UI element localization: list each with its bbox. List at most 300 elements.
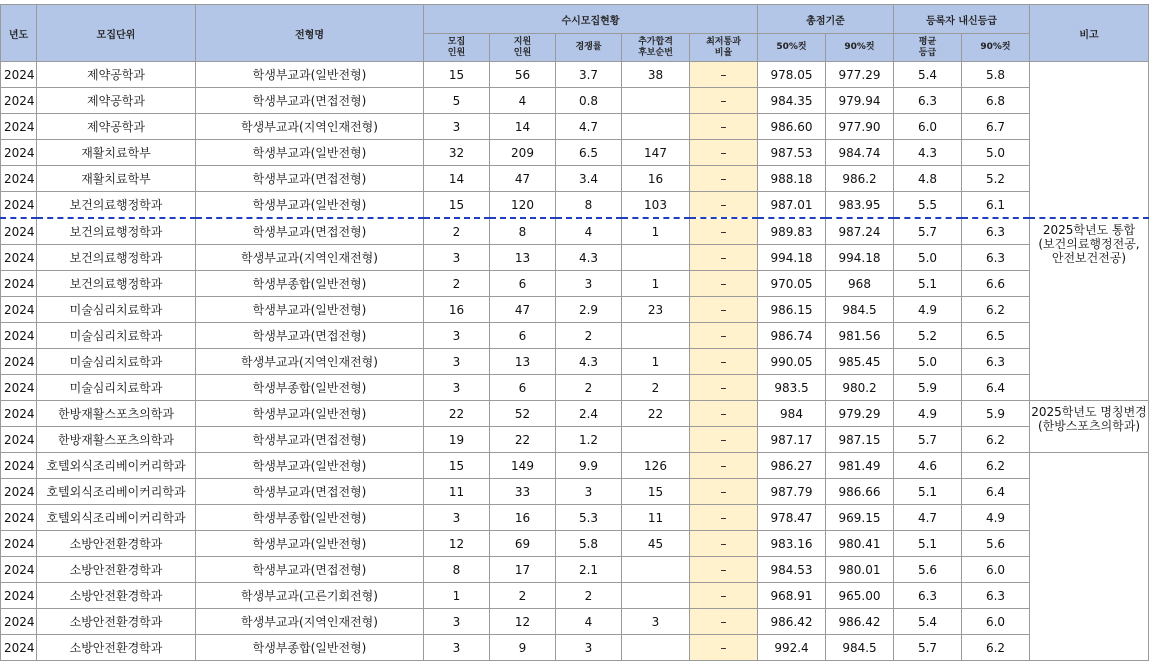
cell-unit: 호텔외식조리베이커리학과 [37, 453, 196, 479]
cell-unit: 소방안전환경학과 [37, 635, 196, 661]
header-applicants: 지원 인원 [490, 34, 556, 62]
cell-avg-grade: 4.3 [894, 140, 962, 166]
cell-score-90: 984.74 [826, 140, 894, 166]
header-p50: 50%컷 [758, 34, 826, 62]
cell-minimum: – [690, 297, 758, 323]
cell-applicants: 47 [490, 166, 556, 192]
cell-recruit: 15 [424, 453, 490, 479]
cell-avg-grade: 5.6 [894, 557, 962, 583]
cell-avg-grade: 5.7 [894, 218, 962, 245]
cell-minimum: – [690, 192, 758, 219]
cell-recruit: 11 [424, 479, 490, 505]
cell-recruit: 3 [424, 609, 490, 635]
cell-extra: 2 [622, 375, 690, 401]
cell-year: 2024 [1, 609, 37, 635]
cell-applicants: 33 [490, 479, 556, 505]
cell-extra: 45 [622, 531, 690, 557]
cell-minimum: – [690, 140, 758, 166]
cell-minimum: – [690, 323, 758, 349]
cell-grade-90: 5.9 [962, 401, 1030, 427]
cell-applicants: 120 [490, 192, 556, 219]
cell-ratio: 3 [556, 479, 622, 505]
cell-year: 2024 [1, 635, 37, 661]
cell-avg-grade: 5.4 [894, 62, 962, 88]
cell-recruit: 3 [424, 114, 490, 140]
cell-minimum: – [690, 531, 758, 557]
cell-minimum: – [690, 609, 758, 635]
cell-track: 학생부교과(면접전형) [196, 88, 424, 114]
cell-recruit: 3 [424, 375, 490, 401]
cell-ratio: 2.9 [556, 297, 622, 323]
cell-recruit: 16 [424, 297, 490, 323]
cell-recruit: 3 [424, 349, 490, 375]
cell-grade-90: 4.9 [962, 505, 1030, 531]
table-row [1, 453, 1149, 479]
cell-unit: 소방안전환경학과 [37, 609, 196, 635]
cell-year: 2024 [1, 349, 37, 375]
cell-minimum: – [690, 62, 758, 88]
cell-extra: 3 [622, 609, 690, 635]
cell-score-90: 980.01 [826, 557, 894, 583]
cell-grade-90: 6.0 [962, 609, 1030, 635]
table-row [1, 140, 1149, 166]
cell-year: 2024 [1, 531, 37, 557]
cell-score-90: 983.95 [826, 192, 894, 219]
cell-year: 2024 [1, 505, 37, 531]
cell-recruit: 15 [424, 192, 490, 219]
cell-track: 학생부교과(일반전형) [196, 140, 424, 166]
cell-score-50: 968.91 [758, 583, 826, 609]
cell-ratio: 1.2 [556, 427, 622, 453]
cell-score-90: 984.5 [826, 297, 894, 323]
cell-avg-grade: 5.0 [894, 349, 962, 375]
table-row [1, 635, 1149, 661]
cell-score-50: 989.83 [758, 218, 826, 245]
cell-grade-90: 6.2 [962, 297, 1030, 323]
cell-applicants: 16 [490, 505, 556, 531]
cell-score-90: 977.29 [826, 62, 894, 88]
cell-track: 학생부교과(면접전형) [196, 479, 424, 505]
cell-applicants: 22 [490, 427, 556, 453]
cell-score-50: 983.16 [758, 531, 826, 557]
header-grade-basis: 등록자 내신등급 [894, 5, 1030, 34]
header-extra: 추가합격 후보순번 [622, 34, 690, 62]
table-row [1, 375, 1149, 401]
cell-minimum: – [690, 635, 758, 661]
cell-recruit: 3 [424, 505, 490, 531]
cell-unit: 미술심리치료학과 [37, 349, 196, 375]
cell-grade-90: 6.5 [962, 323, 1030, 349]
header-track: 전형명 [196, 5, 424, 62]
cell-track: 학생부교과(면접전형) [196, 218, 424, 245]
cell-extra [622, 583, 690, 609]
cell-applicants: 69 [490, 531, 556, 557]
cell-grade-90: 6.2 [962, 453, 1030, 479]
cell-applicants: 6 [490, 271, 556, 297]
cell-score-90: 981.56 [826, 323, 894, 349]
cell-score-50: 987.79 [758, 479, 826, 505]
cell-avg-grade: 5.7 [894, 635, 962, 661]
cell-track: 학생부교과(지역인재전형) [196, 245, 424, 271]
cell-applicants: 14 [490, 114, 556, 140]
cell-avg-grade: 5.1 [894, 271, 962, 297]
cell-track: 학생부종합(일반전형) [196, 505, 424, 531]
cell-year: 2024 [1, 271, 37, 297]
cell-year: 2024 [1, 297, 37, 323]
cell-unit: 보건의료행정학과 [37, 245, 196, 271]
cell-unit: 재활치료학부 [37, 166, 196, 192]
admission-results-table [0, 4, 1149, 661]
cell-avg-grade: 5.4 [894, 609, 962, 635]
cell-year: 2024 [1, 166, 37, 192]
cell-ratio: 4.3 [556, 245, 622, 271]
cell-grade-90: 5.2 [962, 166, 1030, 192]
cell-score-90: 965.00 [826, 583, 894, 609]
cell-grade-90: 6.8 [962, 88, 1030, 114]
table-row [1, 323, 1149, 349]
cell-recruit: 8 [424, 557, 490, 583]
header-minimum: 최저통과 비율 [690, 34, 758, 62]
table-row [1, 401, 1149, 427]
cell-year: 2024 [1, 427, 37, 453]
cell-score-50: 984.35 [758, 88, 826, 114]
cell-avg-grade: 5.5 [894, 192, 962, 219]
table-row [1, 62, 1149, 88]
cell-ratio: 2.1 [556, 557, 622, 583]
table-row [1, 245, 1149, 271]
cell-score-50: 970.05 [758, 271, 826, 297]
cell-recruit: 5 [424, 88, 490, 114]
cell-extra: 1 [622, 349, 690, 375]
table-row [1, 505, 1149, 531]
cell-score-50: 986.27 [758, 453, 826, 479]
cell-recruit: 2 [424, 271, 490, 297]
cell-score-90: 977.90 [826, 114, 894, 140]
cell-grade-90: 6.0 [962, 557, 1030, 583]
cell-applicants: 12 [490, 609, 556, 635]
cell-track: 학생부교과(면접전형) [196, 557, 424, 583]
cell-track: 학생부교과(지역인재전형) [196, 349, 424, 375]
cell-recruit: 14 [424, 166, 490, 192]
cell-ratio: 4 [556, 609, 622, 635]
cell-applicants: 47 [490, 297, 556, 323]
cell-extra: 38 [622, 62, 690, 88]
cell-score-90: 987.24 [826, 218, 894, 245]
cell-ratio: 5.8 [556, 531, 622, 557]
cell-extra [622, 427, 690, 453]
table-row [1, 297, 1149, 323]
cell-grade-90: 5.8 [962, 62, 1030, 88]
cell-recruit: 12 [424, 531, 490, 557]
cell-applicants: 13 [490, 245, 556, 271]
cell-track: 학생부교과(지역인재전형) [196, 114, 424, 140]
cell-year: 2024 [1, 114, 37, 140]
cell-score-90: 968 [826, 271, 894, 297]
cell-ratio: 4 [556, 218, 622, 245]
cell-minimum: – [690, 505, 758, 531]
cell-track: 학생부교과(일반전형) [196, 401, 424, 427]
header-susi-status: 수시모집현황 [424, 5, 758, 34]
cell-minimum: – [690, 166, 758, 192]
cell-grade-90: 6.3 [962, 218, 1030, 245]
cell-note: 2025학년도 명칭변경 (한방스포츠의학과) [1030, 401, 1149, 453]
cell-score-90: 980.41 [826, 531, 894, 557]
cell-unit: 소방안전환경학과 [37, 557, 196, 583]
cell-ratio: 2 [556, 375, 622, 401]
cell-extra: 1 [622, 271, 690, 297]
cell-recruit: 2 [424, 218, 490, 245]
cell-applicants: 52 [490, 401, 556, 427]
cell-grade-90: 6.3 [962, 583, 1030, 609]
cell-track: 학생부교과(일반전형) [196, 453, 424, 479]
cell-avg-grade: 4.7 [894, 505, 962, 531]
cell-score-50: 992.4 [758, 635, 826, 661]
cell-avg-grade: 5.2 [894, 323, 962, 349]
cell-score-90: 986.66 [826, 479, 894, 505]
cell-score-90: 986.42 [826, 609, 894, 635]
cell-year: 2024 [1, 62, 37, 88]
cell-ratio: 2 [556, 323, 622, 349]
cell-note: 2025학년도 통합 (보건의료행정전공, 안전보건전공) [1030, 218, 1149, 401]
cell-avg-grade: 6.3 [894, 88, 962, 114]
cell-minimum: – [690, 479, 758, 505]
cell-year: 2024 [1, 88, 37, 114]
table-row [1, 583, 1149, 609]
cell-ratio: 5.3 [556, 505, 622, 531]
cell-recruit: 1 [424, 583, 490, 609]
cell-avg-grade: 5.7 [894, 427, 962, 453]
cell-ratio: 0.8 [556, 88, 622, 114]
cell-extra [622, 635, 690, 661]
cell-applicants: 9 [490, 635, 556, 661]
cell-score-50: 994.18 [758, 245, 826, 271]
table-row [1, 114, 1149, 140]
cell-year: 2024 [1, 140, 37, 166]
cell-grade-90: 6.4 [962, 375, 1030, 401]
table-row [1, 218, 1149, 245]
cell-track: 학생부교과(면접전형) [196, 323, 424, 349]
cell-extra [622, 88, 690, 114]
cell-unit: 제약공학과 [37, 62, 196, 88]
cell-unit: 호텔외식조리베이커리학과 [37, 505, 196, 531]
table-row [1, 192, 1149, 219]
cell-score-90: 979.29 [826, 401, 894, 427]
table-row [1, 349, 1149, 375]
cell-score-90: 985.45 [826, 349, 894, 375]
cell-year: 2024 [1, 479, 37, 505]
cell-minimum: – [690, 401, 758, 427]
cell-score-50: 987.17 [758, 427, 826, 453]
cell-recruit: 15 [424, 62, 490, 88]
cell-extra: 1 [622, 218, 690, 245]
cell-track: 학생부교과(지역인재전형) [196, 609, 424, 635]
cell-minimum: – [690, 114, 758, 140]
cell-unit: 소방안전환경학과 [37, 583, 196, 609]
cell-grade-90: 6.3 [962, 245, 1030, 271]
cell-unit: 보건의료행정학과 [37, 271, 196, 297]
cell-recruit: 3 [424, 245, 490, 271]
cell-minimum: – [690, 583, 758, 609]
cell-grade-90: 6.2 [962, 427, 1030, 453]
cell-avg-grade: 4.6 [894, 453, 962, 479]
cell-avg-grade: 5.1 [894, 531, 962, 557]
cell-recruit: 22 [424, 401, 490, 427]
cell-recruit: 32 [424, 140, 490, 166]
table-row [1, 271, 1149, 297]
cell-year: 2024 [1, 192, 37, 219]
cell-avg-grade: 4.9 [894, 401, 962, 427]
header-unit: 모집단위 [37, 5, 196, 62]
cell-avg-grade: 4.8 [894, 166, 962, 192]
cell-track: 학생부종합(일반전형) [196, 635, 424, 661]
cell-score-50: 984 [758, 401, 826, 427]
cell-extra: 126 [622, 453, 690, 479]
cell-unit: 미술심리치료학과 [37, 297, 196, 323]
cell-grade-90: 6.2 [962, 635, 1030, 661]
cell-minimum: – [690, 245, 758, 271]
cell-applicants: 209 [490, 140, 556, 166]
cell-avg-grade: 4.9 [894, 297, 962, 323]
cell-score-50: 990.05 [758, 349, 826, 375]
cell-ratio: 6.5 [556, 140, 622, 166]
cell-score-50: 983.5 [758, 375, 826, 401]
cell-ratio: 3.4 [556, 166, 622, 192]
header-recruit: 모집 인원 [424, 34, 490, 62]
table-row [1, 557, 1149, 583]
cell-applicants: 13 [490, 349, 556, 375]
cell-unit: 미술심리치료학과 [37, 375, 196, 401]
cell-ratio: 3.7 [556, 62, 622, 88]
cell-score-90: 981.49 [826, 453, 894, 479]
cell-applicants: 4 [490, 88, 556, 114]
cell-extra [622, 323, 690, 349]
cell-extra [622, 245, 690, 271]
header-g90: 90%컷 [962, 34, 1030, 62]
cell-grade-90: 5.6 [962, 531, 1030, 557]
cell-ratio: 2.4 [556, 401, 622, 427]
cell-minimum: – [690, 453, 758, 479]
cell-extra: 23 [622, 297, 690, 323]
table-row [1, 479, 1149, 505]
cell-score-50: 986.15 [758, 297, 826, 323]
cell-score-90: 984.5 [826, 635, 894, 661]
table-row [1, 427, 1149, 453]
cell-score-50: 988.18 [758, 166, 826, 192]
cell-unit: 한방재활스포츠의학과 [37, 427, 196, 453]
cell-applicants: 17 [490, 557, 556, 583]
cell-note [1030, 62, 1149, 219]
cell-year: 2024 [1, 245, 37, 271]
cell-score-50: 984.53 [758, 557, 826, 583]
cell-year: 2024 [1, 583, 37, 609]
table-row [1, 166, 1149, 192]
cell-unit: 호텔외식조리베이커리학과 [37, 479, 196, 505]
header-ratio: 경쟁률 [556, 34, 622, 62]
cell-applicants: 2 [490, 583, 556, 609]
cell-score-50: 978.47 [758, 505, 826, 531]
cell-minimum: – [690, 218, 758, 245]
cell-unit: 재활치료학부 [37, 140, 196, 166]
header-p90: 90%컷 [826, 34, 894, 62]
cell-recruit: 3 [424, 323, 490, 349]
cell-applicants: 6 [490, 375, 556, 401]
cell-unit: 소방안전환경학과 [37, 531, 196, 557]
cell-unit: 제약공학과 [37, 114, 196, 140]
cell-track: 학생부교과(면접전형) [196, 166, 424, 192]
cell-track: 학생부교과(일반전형) [196, 192, 424, 219]
cell-track: 학생부종합(일반전형) [196, 271, 424, 297]
cell-score-50: 978.05 [758, 62, 826, 88]
cell-score-50: 986.42 [758, 609, 826, 635]
cell-unit: 한방재활스포츠의학과 [37, 401, 196, 427]
cell-grade-90: 6.7 [962, 114, 1030, 140]
cell-score-90: 986.2 [826, 166, 894, 192]
cell-extra [622, 114, 690, 140]
cell-extra: 147 [622, 140, 690, 166]
cell-year: 2024 [1, 218, 37, 245]
cell-applicants: 8 [490, 218, 556, 245]
cell-grade-90: 5.0 [962, 140, 1030, 166]
cell-grade-90: 6.4 [962, 479, 1030, 505]
header-avg-grade: 평균 등급 [894, 34, 962, 62]
cell-track: 학생부교과(일반전형) [196, 297, 424, 323]
cell-year: 2024 [1, 557, 37, 583]
cell-applicants: 56 [490, 62, 556, 88]
cell-applicants: 149 [490, 453, 556, 479]
cell-note [1030, 453, 1149, 661]
cell-avg-grade: 5.9 [894, 375, 962, 401]
cell-applicants: 6 [490, 323, 556, 349]
cell-track: 학생부교과(면접전형) [196, 427, 424, 453]
cell-grade-90: 6.1 [962, 192, 1030, 219]
cell-extra: 11 [622, 505, 690, 531]
cell-score-50: 987.01 [758, 192, 826, 219]
cell-ratio: 3 [556, 635, 622, 661]
cell-score-50: 986.60 [758, 114, 826, 140]
cell-score-50: 986.74 [758, 323, 826, 349]
cell-minimum: – [690, 349, 758, 375]
cell-minimum: – [690, 271, 758, 297]
cell-extra: 16 [622, 166, 690, 192]
cell-score-90: 987.15 [826, 427, 894, 453]
table-row [1, 609, 1149, 635]
table-row [1, 531, 1149, 557]
cell-ratio: 3 [556, 271, 622, 297]
cell-extra: 22 [622, 401, 690, 427]
cell-score-90: 969.15 [826, 505, 894, 531]
cell-grade-90: 6.6 [962, 271, 1030, 297]
cell-grade-90: 6.3 [962, 349, 1030, 375]
cell-track: 학생부종합(일반전형) [196, 375, 424, 401]
table-row [1, 88, 1149, 114]
cell-avg-grade: 5.0 [894, 245, 962, 271]
cell-unit: 보건의료행정학과 [37, 192, 196, 219]
cell-extra: 15 [622, 479, 690, 505]
cell-track: 학생부교과(일반전형) [196, 531, 424, 557]
cell-extra: 103 [622, 192, 690, 219]
cell-ratio: 4.3 [556, 349, 622, 375]
cell-minimum: – [690, 427, 758, 453]
cell-track: 학생부교과(고른기회전형) [196, 583, 424, 609]
cell-recruit: 3 [424, 635, 490, 661]
cell-minimum: – [690, 557, 758, 583]
cell-year: 2024 [1, 401, 37, 427]
cell-year: 2024 [1, 323, 37, 349]
cell-score-90: 994.18 [826, 245, 894, 271]
cell-unit: 보건의료행정학과 [37, 218, 196, 245]
cell-extra [622, 557, 690, 583]
cell-minimum: – [690, 88, 758, 114]
